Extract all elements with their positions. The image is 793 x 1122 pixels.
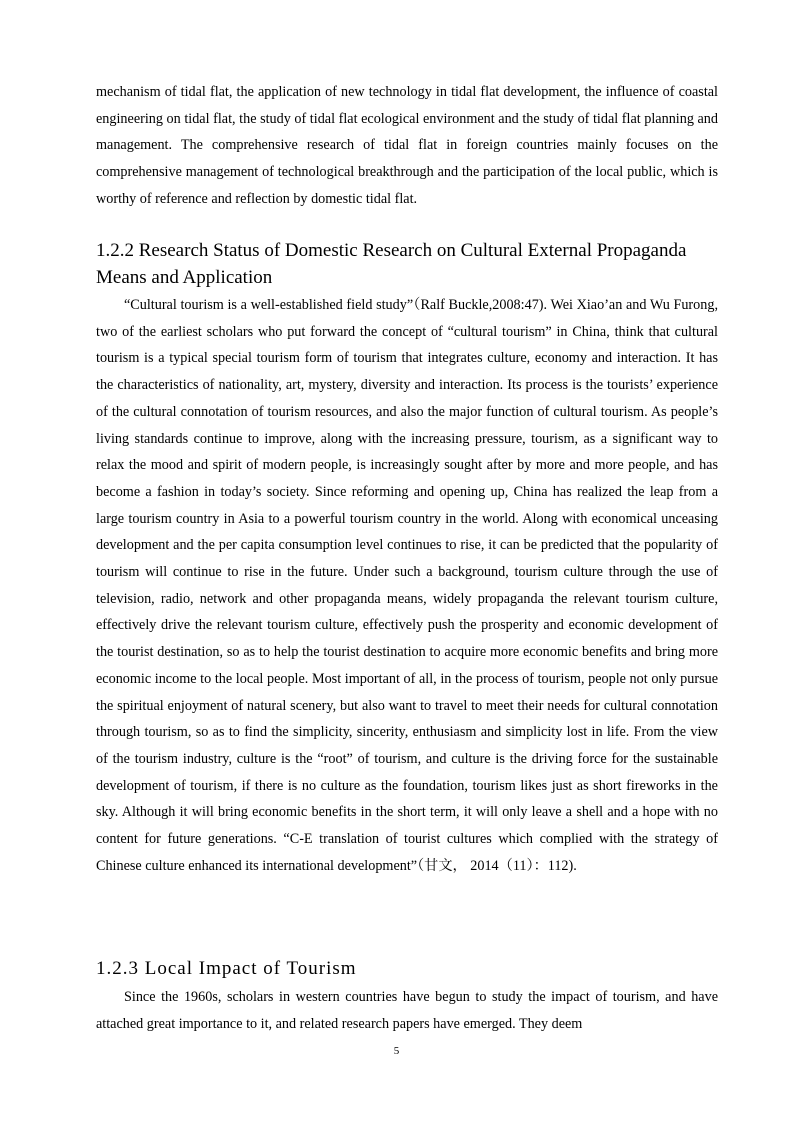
section-heading-1-2-3: 1.2.3 Local Impact of Tourism bbox=[96, 958, 357, 979]
paragraph-cultural-tourism: “Cultural tourism is a well-established field study”（Ralf Buckle,2008:47). Wei Xiao’an and Wu Furong, two of the earliest scholars who put forward the concept of “cultural tourism” in China, think that cultural tourism is a typical special tourism form of tourism that integrates culture, economy and interaction. It has the characteristics of nationality, art, mystery, diversity and interaction. Its process is the tourists’ experience of the cultural connotation of tourism resources, and also the major function of cultural tourism. As people’s living standards continue to improve, along with the increasing pressure, tourism, as a significant way to relax the mood and spirit of modern people, is increasingly sought after by more and more people, and has become a fashion in today’s society. Since reforming and opening up, China has realized the leap from a large tourism country in Asia to a powerful tourism country in the world. Along with economical unceasing development and the per capita consumption level continues to rise, it can be predicted that the popularity of tourism will continue to rise in the future. Under such a background, tourism culture through the use of television, radio, network and other propaganda means, widely propaganda the relevant tourism culture, effectively drive the relevant tourism culture, effectively push the prosperity and economic development of the tourist destination, so as to help the tourist destination to acquire more economic benefits and bring more economic income to the local people. Most important of all, in the process of tourism, people not only pursue the spiritual enjoyment of natural scenery, but also want to travel to meet their needs for cultural connotation through tourism, so as to find the simplicity, sincerity, enthusiasm and simplicity lost in life. From the view of the tourism industry, culture is the “root” of tourism, and culture is the driving force for the sustainable development of tourism, if there is no culture as the foundation, tourism likes just as short fireworks in the sky. Although it will bring economic benefits in the short term, it will only leave a shell and a hope with no content for future generations. “C-E translation of tourist cultures which complied with the strategy of Chinese culture enhanced its international development”（甘文， 2014（11）：112). bbox=[96, 297, 718, 874]
section-heading-1-2-2: 1.2.2 Research Status of Domestic Research on Cultural External Propaganda Means and Application bbox=[96, 240, 687, 288]
page-number: 5 bbox=[393, 1045, 400, 1057]
paragraph-local-impact: Since the 1960s, scholars in western countries have begun to study the impact of tourism, and have attached great importance to it, and related research papers have emerged. They deem bbox=[96, 989, 718, 1032]
paragraph-intro: mechanism of tidal flat, the application of new technology in tidal flat development, the influence of coastal engineering on tidal flat, the study of tidal flat ecological environment and the study of tidal flat planning and management. The comprehensive research of tidal flat in foreign countries mainly focuses on the comprehensive management of technological breakthrough and the participation of the local public, which is worthy of reference and reflection by domestic tidal flat. bbox=[96, 84, 718, 207]
